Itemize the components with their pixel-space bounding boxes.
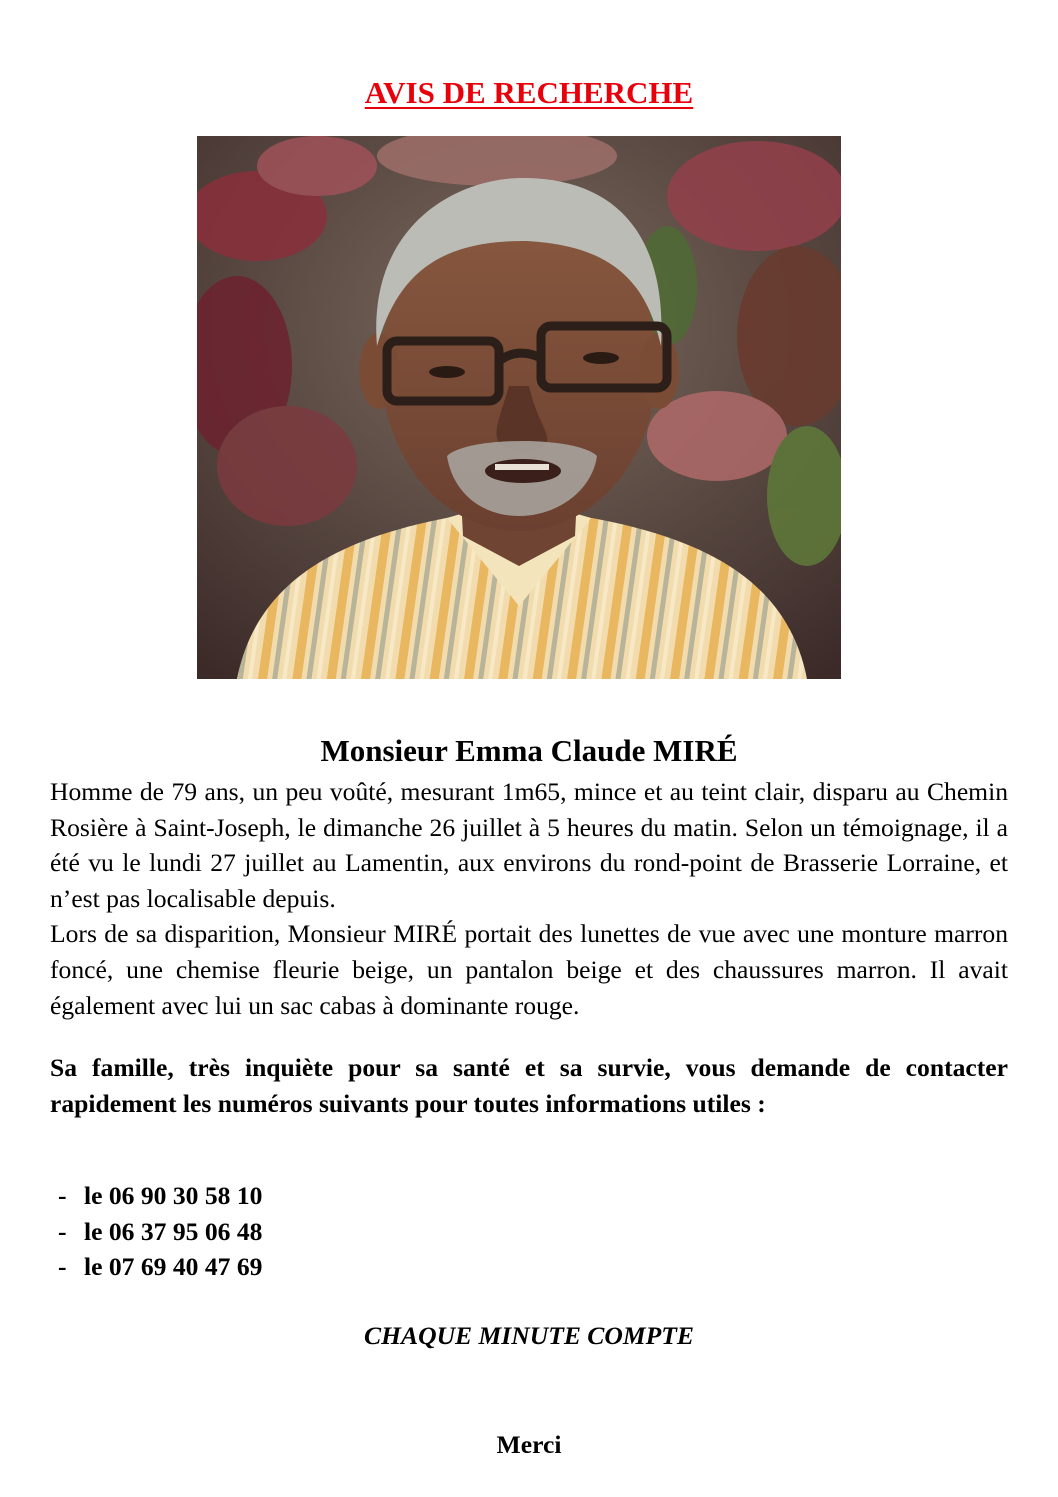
appeal-text: Sa famille, très inquiète pour sa santé et sa survie, vous demande de contacter rapidement les numéros suivants pour toutes informations utiles : [50,1053,1008,1118]
phone-list [58,1178,262,1285]
list-bullet: - [58,1252,67,1282]
description [50,774,1008,1023]
description-paragraph: Homme de 79 ans, un peu voûté, mesurant 1m65, mince et au teint clair, disparu au Chemin Rosière à Saint-Joseph, le dimanche 26 juillet à 5 heures du matin. Selon un témoignage, il a été vu le lundi 27 juillet au Lamentin, aux environs du rond-point de Brasserie Lorraine, et n’est pas localisable depuis. [50,777,1008,913]
phone-number: le 06 90 30 58 10 [84,1181,263,1210]
portrait-photo [197,136,841,679]
list-item [58,1214,262,1250]
page-title: AVIS DE RECHERCHE [364,74,694,110]
list-item [58,1178,262,1214]
slogan: CHAQUE MINUTE COMPTE [364,1321,694,1350]
list-bullet: - [58,1216,67,1246]
thanks-text: Merci [496,1430,562,1459]
person-name: Monsieur Emma Claude MIRÉ [320,732,738,768]
list-bullet: - [58,1181,67,1210]
list-item [58,1249,262,1285]
phone-number: le 07 69 40 47 69 [84,1252,263,1282]
description-paragraph: Lors de sa disparition, Monsieur MIRÉ portait des lunettes de vue avec une monture marron foncé, une chemise fleurie beige, un pantalon beige et des chaussures marron. Il avait également avec lui un sac cabas à dominante rouge. [50,919,1008,1020]
phone-number: le 06 37 95 06 48 [84,1216,263,1246]
